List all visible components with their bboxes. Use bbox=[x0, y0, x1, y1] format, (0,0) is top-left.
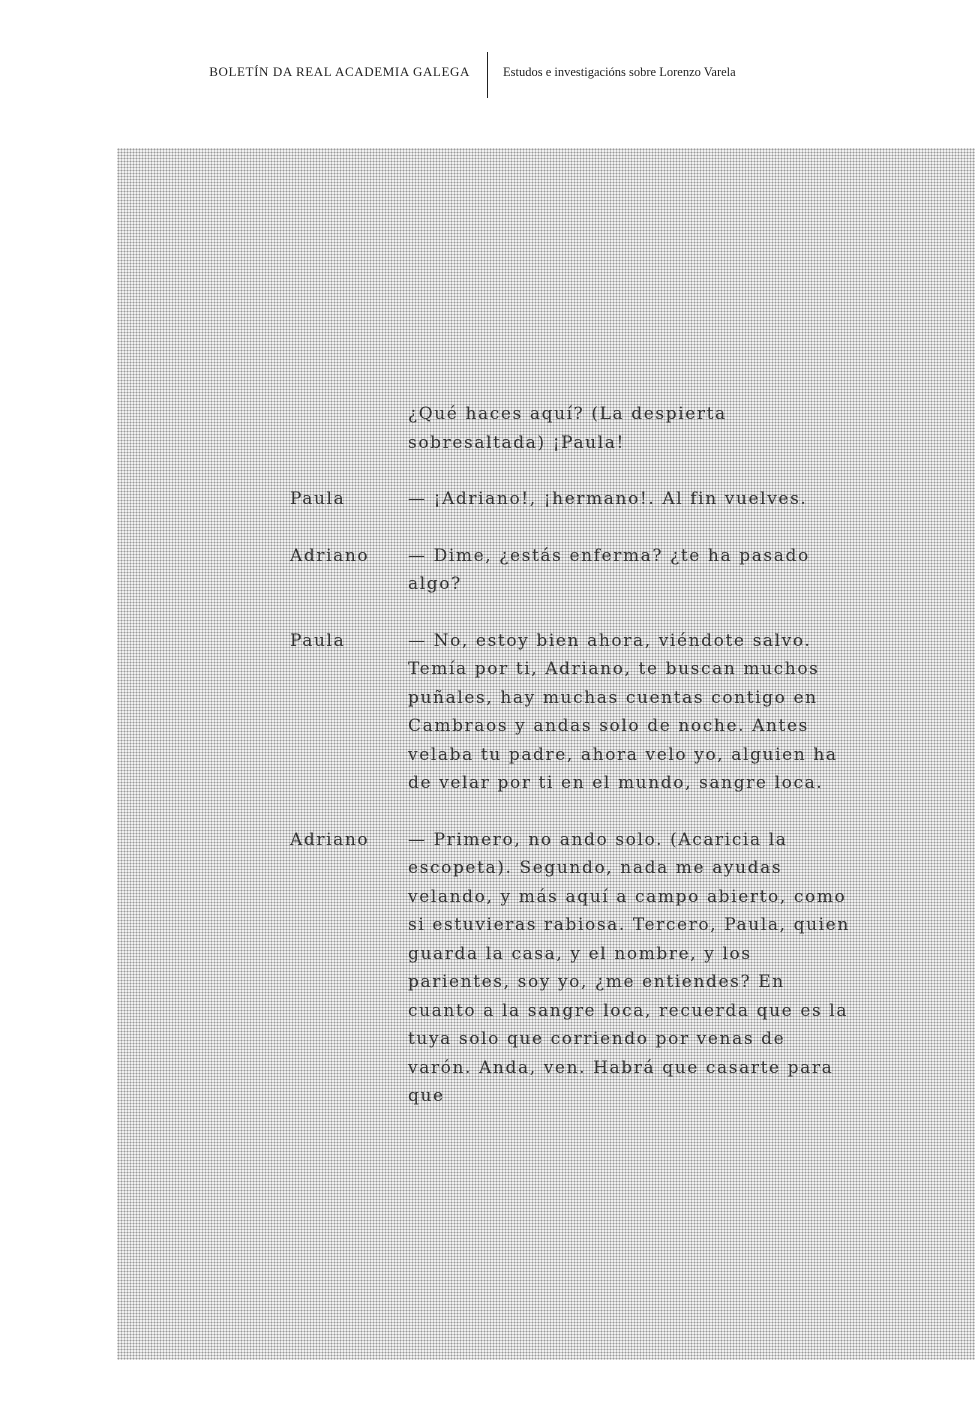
play-script bbox=[290, 400, 850, 1139]
header-divider bbox=[487, 52, 488, 98]
section-title: Estudos e investigacións sobre Lorenzo Varela bbox=[503, 65, 736, 79]
speaker-name: Paula bbox=[290, 630, 346, 651]
speaker-name bbox=[290, 400, 408, 457]
speech-text: — ¡Adriano!, ¡hermano!. Al fin vuelves. bbox=[408, 489, 808, 509]
speech-text: — Primero, no ando solo. (Acaricia la escopeta). Segundo, nada me ayudas velando, y más aquí a campo abierto, como si estuvieras rabiosa. Tercero, Paula, quien guarda la casa, y el nombre, y los parientes, soy yo, ¿me entiendes? En cuanto a la sangre loca, recuerda que es la tuya solo que corriendo por venas de varón. Anda, ven. Habrá que casarte para que bbox=[408, 829, 850, 1106]
speaker-name: Adriano bbox=[290, 545, 370, 566]
dialogue-entry bbox=[290, 400, 850, 457]
dialogue-entry bbox=[290, 627, 850, 798]
dialogue-entry bbox=[290, 485, 850, 514]
speech-text: ¿Qué haces aquí? (La despierta sobresaltada) ¡Paula! bbox=[408, 404, 727, 453]
dialogue-entry bbox=[290, 826, 850, 1111]
speaker-name: Adriano bbox=[290, 829, 370, 850]
speech-text: — Dime, ¿estás enferma? ¿te ha pasado algo? bbox=[408, 545, 810, 594]
speaker-name: Paula bbox=[290, 489, 346, 509]
speech-text: — No, estoy bien ahora, viéndote salvo. Temía por ti, Adriano, te buscan muchos puñales, hay muchas cuentas contigo en Cambraos y andas solo de noche. Antes velaba tu padre, ahora velo yo, alguien ha de velar por ti en el mundo, sangre loca. bbox=[408, 630, 838, 793]
journal-title: BOLETÍN DA REAL ACADEMIA GALEGA bbox=[209, 64, 470, 79]
dialogue-entry bbox=[290, 542, 850, 599]
